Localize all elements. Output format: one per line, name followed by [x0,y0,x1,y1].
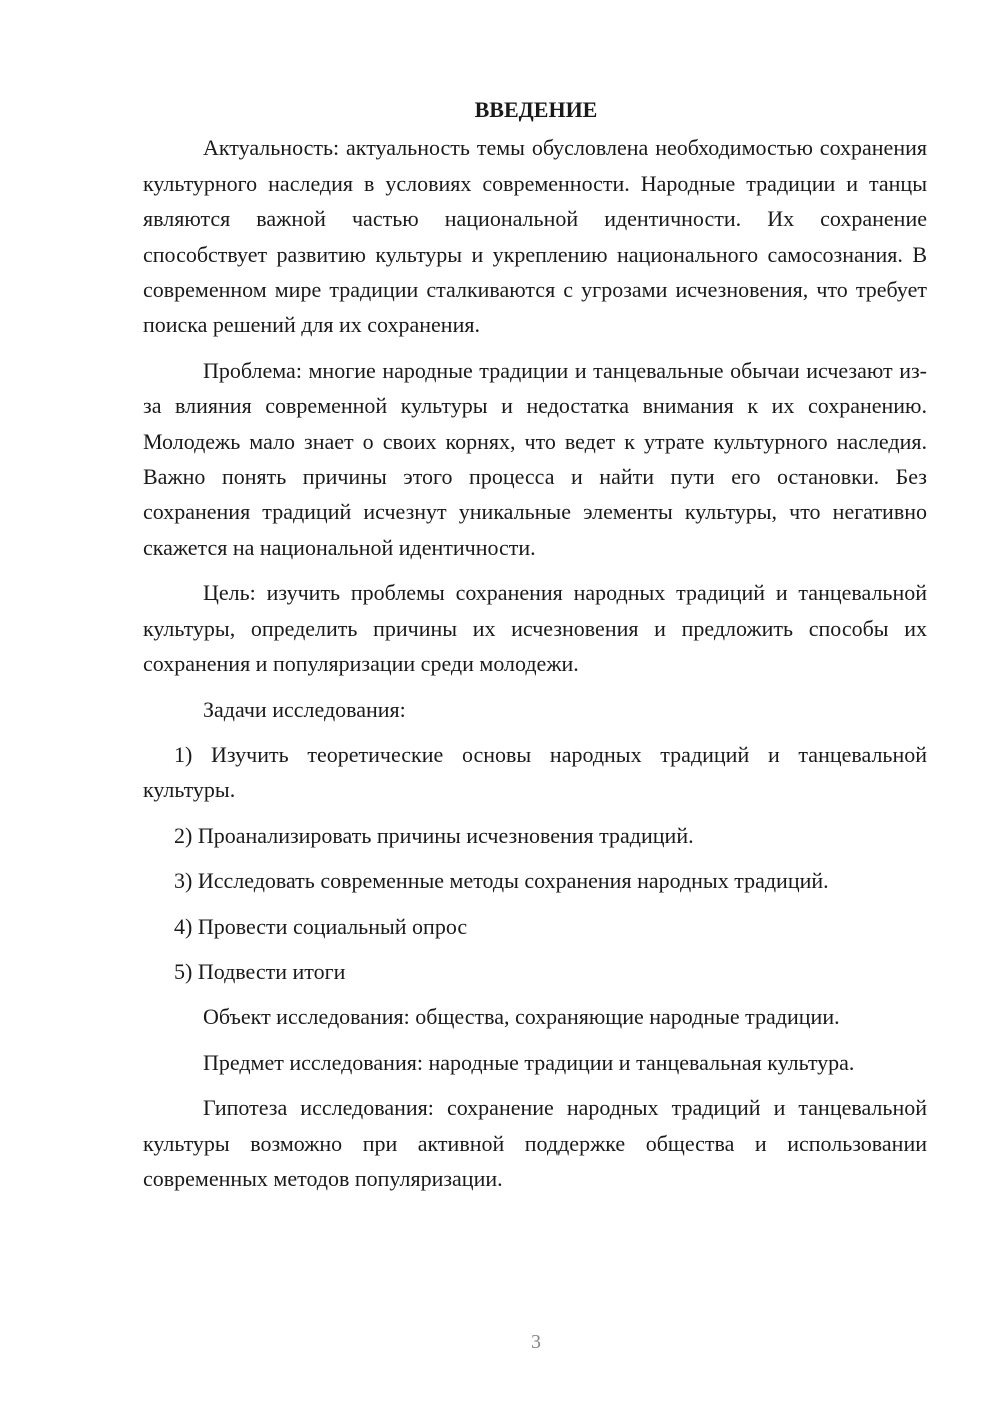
paragraph-goal: Цель: изучить проблемы сохранения народных традиций и танцевальной культуры, определить причины их исчезновения и предложить способы их сохранения и популяризации среди молодежи. [143,580,927,677]
paragraph-object: Объект исследования: общества, сохраняющие народные традиции. [203,1004,840,1030]
paragraph-problem: Проблема: многие народные традиции и танцевальные обычаи исчезают из-за влияния современной культуры и недостатка внимания к их сохранению. Молодежь мало знает о своих корнях, что ведет к утрате культурного наследия. Важно понять причины этого процесса и найти пути его остановки. Без сохранения традиций исчезнут уникальные элементы культуры, что негативно скажется на национальной идентичности. [143,357,927,560]
tasks-list [143,737,927,989]
task-item: 3) Исследовать современные методы сохранения народных традиций. [174,868,829,894]
page-number: 3 [531,1331,541,1353]
task-item: 4) Провести социальный опрос [174,913,468,939]
paragraph-relevance: Актуальность: актуальность темы обусловлена необходимостью сохранения культурного наследия в условиях современности. Народные традиции и танцы являются важной частью национальной идентичности. Их сохранение способствует развитию культуры и укреплению национального самосознания. В современном мире традиции сталкиваются с угрозами исчезновения, что требует поиска решений для их сохранения. [143,135,927,338]
task-item: 2) Проанализировать причины исчезновения традиций. [174,822,694,848]
paragraph-hypothesis: Гипотеза исследования: сохранение народных традиций и танцевальной культуры возможно при активной поддержке общества и использовании современных методов популяризации. [143,1095,927,1191]
task-item: 5) Подвести итоги [174,958,346,984]
paragraph-subject: Предмет исследования: народные традиции и танцевальная культура. [203,1049,855,1075]
task-item: 1) Изучить теоретические основы народных традиций и танцевальной культуры. [143,741,927,803]
document-body [143,92,927,1206]
section-heading: ВВЕДЕНИЕ [474,97,598,122]
tasks-title: Задачи исследования: [203,696,406,722]
